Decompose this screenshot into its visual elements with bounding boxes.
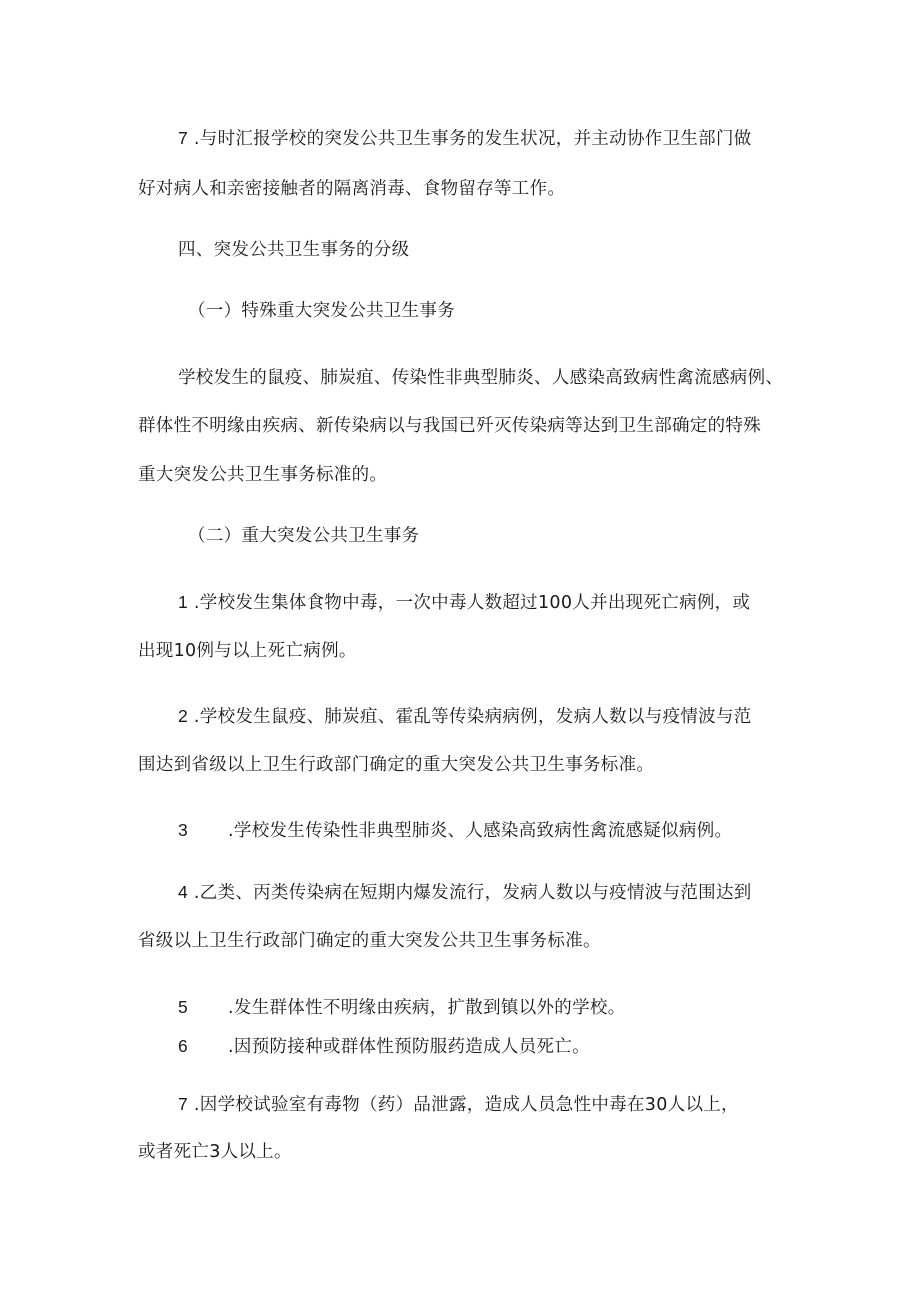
list-item-line [178,1092,739,1117]
subsection-heading: （一）特殊重大突发公共卫生事务 [188,301,455,321]
section-heading: 四、突发公共卫生事务的分级 [178,240,410,260]
list-item-line [178,704,752,729]
paragraph-line: 学校发生的鼠疫、肺炭疽、传染性非典型肺炎、人感染高致病性禽流感病例、 [178,368,784,388]
item-number: 7 [178,1094,189,1114]
item-text: .与时汇报学校的突发公共卫生事务的发生状况，并主动协作卫生部门做 [193,129,752,149]
list-item-line [178,880,752,905]
paragraph-line: 重大突发公共卫生事务标准的。 [138,465,388,485]
item-number: 1 [178,592,189,612]
item-text: .发生群体性不明缘由疾病，扩散到镇以外的学校。 [228,998,626,1018]
item-text: .乙类、丙类传染病在短期内爆发流行，发病人数以与疫情波与范围达到 [193,883,752,903]
item-number: 2 [178,706,189,726]
list-item-line [178,590,750,615]
item-number: 4 [178,882,189,902]
list-item-line: 出现10例与以上死亡病例。 [138,641,357,661]
list-item-line [178,995,626,1020]
item-number: 6 [178,1036,189,1056]
list-item-line: 围达到省级以上卫生行政部门确定的重大突发公共卫生事务标准。 [138,755,655,775]
list-item-line [178,1034,590,1059]
item-number: 5 [178,997,189,1017]
item-text: .因学校试验室有毒物（药）品泄露，造成人员急性中毒在30人以上， [193,1095,739,1115]
item-text: .学校发生鼠疫、肺炭疽、霍乱等传染病病例，发病人数以与疫情波与范 [193,707,752,727]
list-item-line [178,818,732,843]
item-text: .学校发生集体食物中毒，一次中毒人数超过100人并出现死亡病例，或 [193,593,751,613]
paragraph-line [178,126,752,151]
paragraph-line: 群体性不明缘由疾病、新传染病以与我国已歼灭传染病等达到卫生部确定的特殊 [138,416,761,436]
item-text: .学校发生传染性非典型肺炎、人感染高致病性禽流感疑似病例。 [228,821,733,841]
item-number: 7 [178,128,189,148]
list-item-line: 或者死亡3人以上。 [138,1142,292,1162]
list-item-line: 省级以上卫生行政部门确定的重大突发公共卫生事务标准。 [138,931,601,951]
subsection-heading: （二）重大突发公共卫生事务 [188,526,420,546]
item-number: 3 [178,820,189,840]
paragraph-line: 好对病人和亲密接触者的隔离消毒、食物留存等工作。 [138,179,566,199]
item-text: .因预防接种或群体性预防服药造成人员死亡。 [228,1037,590,1057]
